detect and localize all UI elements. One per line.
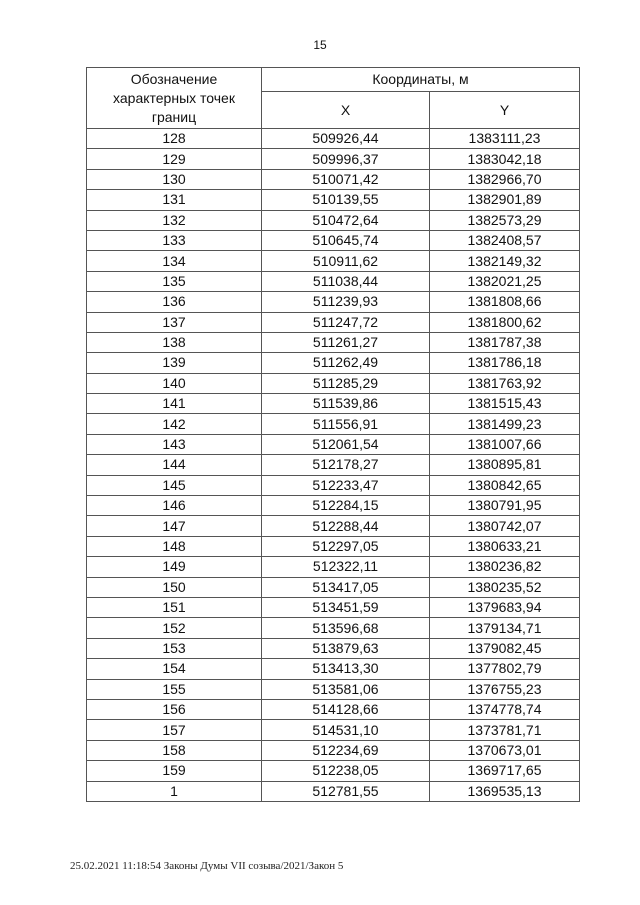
- point-id-cell: 143: [87, 434, 262, 454]
- point-id-cell: 155: [87, 679, 262, 699]
- y-coordinate-cell: 1382021,25: [430, 271, 580, 291]
- table-row: [87, 332, 580, 352]
- point-id-cell: 129: [87, 149, 262, 169]
- y-coordinate-cell: 1381515,43: [430, 394, 580, 414]
- y-coordinate-cell: 1382149,32: [430, 251, 580, 271]
- table-row: [87, 373, 580, 393]
- x-coordinate-cell: 513581,06: [262, 679, 430, 699]
- table-row: [87, 149, 580, 169]
- x-coordinate-cell: 512234,69: [262, 740, 430, 760]
- y-coordinate-cell: 1381007,66: [430, 434, 580, 454]
- y-coordinate-cell: 1381763,92: [430, 373, 580, 393]
- y-coordinate-cell: 1381800,62: [430, 312, 580, 332]
- y-coordinate-cell: 1370673,01: [430, 740, 580, 760]
- y-coordinate-cell: 1380895,81: [430, 455, 580, 475]
- y-coordinate-cell: 1369535,13: [430, 781, 580, 801]
- point-id-cell: 131: [87, 190, 262, 210]
- y-coordinate-cell: 1382408,57: [430, 230, 580, 250]
- point-id-cell: 135: [87, 271, 262, 291]
- x-coordinate-cell: 512288,44: [262, 516, 430, 536]
- point-id-cell: 156: [87, 699, 262, 719]
- point-id-cell: 150: [87, 577, 262, 597]
- x-coordinate-cell: 512061,54: [262, 434, 430, 454]
- table-row: [87, 740, 580, 760]
- x-coordinate-cell: 512297,05: [262, 536, 430, 556]
- x-coordinate-cell: 509996,37: [262, 149, 430, 169]
- x-coordinate-cell: 510139,55: [262, 190, 430, 210]
- x-coordinate-cell: 511262,49: [262, 353, 430, 373]
- y-coordinate-cell: 1377802,79: [430, 659, 580, 679]
- x-coordinate-cell: 510071,42: [262, 169, 430, 189]
- table-row: [87, 720, 580, 740]
- x-coordinate-cell: 512781,55: [262, 781, 430, 801]
- x-coordinate-cell: 512238,05: [262, 761, 430, 781]
- point-id-cell: 158: [87, 740, 262, 760]
- x-coordinate-cell: 513879,63: [262, 638, 430, 658]
- table-row: [87, 129, 580, 149]
- y-coordinate-cell: 1374778,74: [430, 699, 580, 719]
- table-row: [87, 761, 580, 781]
- table-row: [87, 536, 580, 556]
- x-coordinate-cell: 512178,27: [262, 455, 430, 475]
- y-coordinate-cell: 1382573,29: [430, 210, 580, 230]
- page-number: 15: [313, 38, 327, 52]
- y-coordinate-cell: 1383042,18: [430, 149, 580, 169]
- point-id-cell: 142: [87, 414, 262, 434]
- y-coordinate-cell: 1379082,45: [430, 638, 580, 658]
- point-id-cell: 138: [87, 332, 262, 352]
- table-row: [87, 251, 580, 271]
- table-row: [87, 557, 580, 577]
- point-id-cell: 159: [87, 761, 262, 781]
- x-coordinate-cell: 511247,72: [262, 312, 430, 332]
- coordinates-table: [86, 67, 580, 802]
- point-id-cell: 130: [87, 169, 262, 189]
- table-row: [87, 455, 580, 475]
- y-coordinate-cell: 1383111,23: [430, 129, 580, 149]
- coordinates-group-header: Координаты, м: [262, 68, 580, 92]
- x-column-header: X: [262, 92, 430, 129]
- x-coordinate-cell: 511556,91: [262, 414, 430, 434]
- x-coordinate-cell: 514531,10: [262, 720, 430, 740]
- point-id-cell: 149: [87, 557, 262, 577]
- x-coordinate-cell: 513417,05: [262, 577, 430, 597]
- point-id-cell: 147: [87, 516, 262, 536]
- x-coordinate-cell: 510472,64: [262, 210, 430, 230]
- table-row: [87, 699, 580, 719]
- table-row: [87, 618, 580, 638]
- x-coordinate-cell: 511539,86: [262, 394, 430, 414]
- y-coordinate-cell: 1380236,82: [430, 557, 580, 577]
- table-row: [87, 190, 580, 210]
- y-coordinate-cell: 1380842,65: [430, 475, 580, 495]
- table-row: [87, 312, 580, 332]
- table-row: [87, 496, 580, 516]
- table-row: [87, 659, 580, 679]
- table-row: [87, 475, 580, 495]
- y-coordinate-cell: 1379683,94: [430, 597, 580, 617]
- point-id-cell: 148: [87, 536, 262, 556]
- table-row: [87, 781, 580, 801]
- point-id-cell: 141: [87, 394, 262, 414]
- x-coordinate-cell: 512284,15: [262, 496, 430, 516]
- x-coordinate-cell: 511261,27: [262, 332, 430, 352]
- table-row: [87, 679, 580, 699]
- table-row: [87, 353, 580, 373]
- table-row: [87, 271, 580, 291]
- point-designation-header: Обозначение характерных точек границ: [87, 68, 262, 129]
- point-id-cell: 151: [87, 597, 262, 617]
- table-row: [87, 434, 580, 454]
- x-coordinate-cell: 511285,29: [262, 373, 430, 393]
- x-coordinate-cell: 510911,62: [262, 251, 430, 271]
- table-row: [87, 516, 580, 536]
- y-column-header: Y: [430, 92, 580, 129]
- y-coordinate-cell: 1380633,21: [430, 536, 580, 556]
- point-id-cell: 145: [87, 475, 262, 495]
- table-row: [87, 394, 580, 414]
- x-coordinate-cell: 512233,47: [262, 475, 430, 495]
- point-id-cell: 157: [87, 720, 262, 740]
- table-row: [87, 210, 580, 230]
- table-row: [87, 230, 580, 250]
- point-id-cell: 140: [87, 373, 262, 393]
- point-id-cell: 152: [87, 618, 262, 638]
- x-coordinate-cell: 512322,11: [262, 557, 430, 577]
- table-row: [87, 638, 580, 658]
- y-coordinate-cell: 1369717,65: [430, 761, 580, 781]
- point-id-cell: 1: [87, 781, 262, 801]
- table-row: [87, 414, 580, 434]
- y-coordinate-cell: 1380235,52: [430, 577, 580, 597]
- point-id-cell: 137: [87, 312, 262, 332]
- y-coordinate-cell: 1373781,71: [430, 720, 580, 740]
- table-row: [87, 577, 580, 597]
- x-coordinate-cell: 511239,93: [262, 292, 430, 312]
- document-footer: 25.02.2021 11:18:54 Законы Думы VII созыва/2021/Закон 5: [70, 860, 344, 872]
- table-row: [87, 292, 580, 312]
- x-coordinate-cell: 513596,68: [262, 618, 430, 638]
- x-coordinate-cell: 511038,44: [262, 271, 430, 291]
- point-id-cell: 128: [87, 129, 262, 149]
- y-coordinate-cell: 1376755,23: [430, 679, 580, 699]
- x-coordinate-cell: 513451,59: [262, 597, 430, 617]
- y-coordinate-cell: 1382901,89: [430, 190, 580, 210]
- y-coordinate-cell: 1380742,07: [430, 516, 580, 536]
- y-coordinate-cell: 1379134,71: [430, 618, 580, 638]
- point-id-cell: 154: [87, 659, 262, 679]
- point-id-cell: 133: [87, 230, 262, 250]
- table-body: [87, 129, 580, 802]
- y-coordinate-cell: 1382966,70: [430, 169, 580, 189]
- y-coordinate-cell: 1381808,66: [430, 292, 580, 312]
- table-row: [87, 169, 580, 189]
- point-id-cell: 139: [87, 353, 262, 373]
- point-id-cell: 132: [87, 210, 262, 230]
- y-coordinate-cell: 1381499,23: [430, 414, 580, 434]
- y-coordinate-cell: 1381787,38: [430, 332, 580, 352]
- point-id-cell: 146: [87, 496, 262, 516]
- x-coordinate-cell: 510645,74: [262, 230, 430, 250]
- point-id-cell: 153: [87, 638, 262, 658]
- y-coordinate-cell: 1381786,18: [430, 353, 580, 373]
- y-coordinate-cell: 1380791,95: [430, 496, 580, 516]
- x-coordinate-cell: 509926,44: [262, 129, 430, 149]
- table-row: [87, 597, 580, 617]
- x-coordinate-cell: 514128,66: [262, 699, 430, 719]
- point-id-cell: 136: [87, 292, 262, 312]
- x-coordinate-cell: 513413,30: [262, 659, 430, 679]
- point-id-cell: 144: [87, 455, 262, 475]
- point-id-cell: 134: [87, 251, 262, 271]
